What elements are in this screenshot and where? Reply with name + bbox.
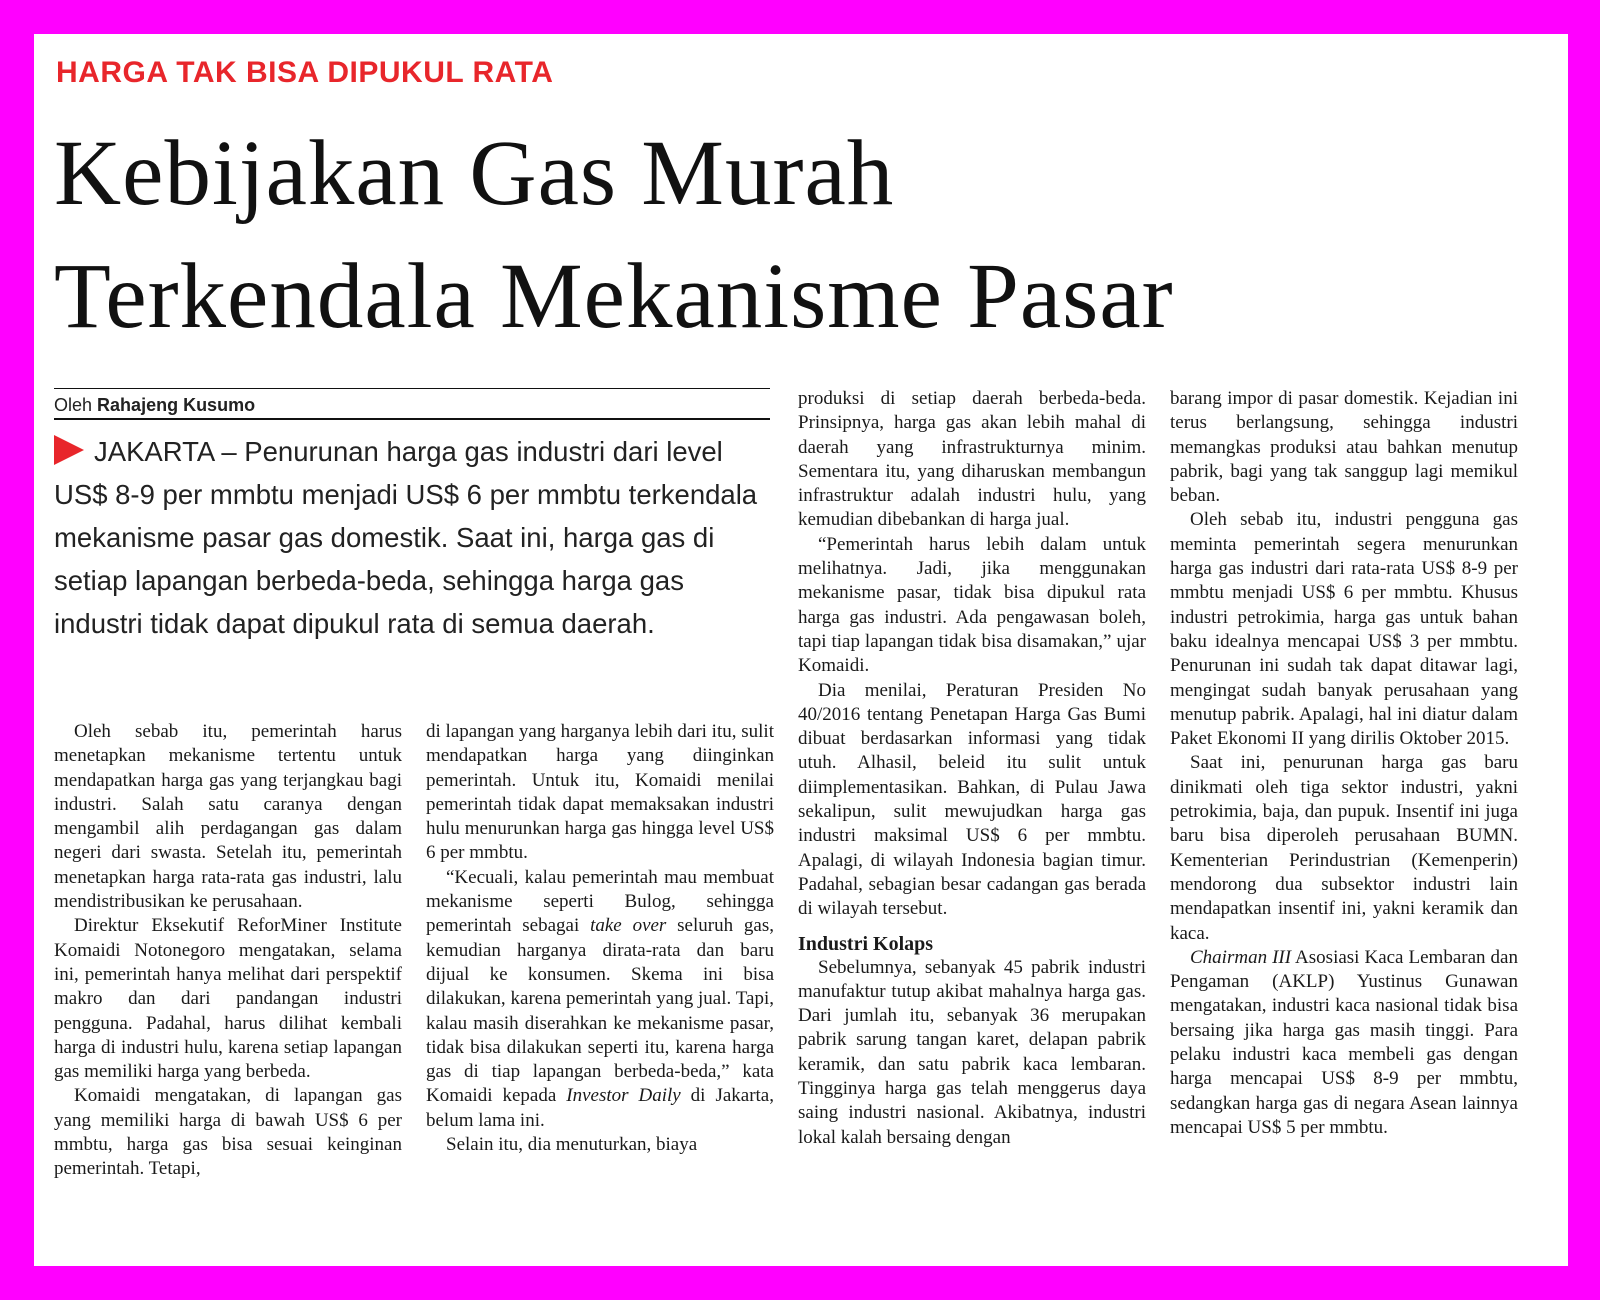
body-paragraph: Sebelumnya, sebanyak 45 pabrik industri manufaktur tutup akibat mahalnya harga gas. Dari jumlah itu, sebanyak 36 merupakan pabrik sarung tangan karet, delapan pabrik keramik, dan satu pabrik kaca lembaran. Tingginya harga gas telah menggerus daya saing industri nasional. Akibatnya, industri lokal kalah bersaing dengan [798,956,1146,1148]
lead-paragraph [54,430,770,645]
byline-bottom-rule [54,418,770,420]
article-column-3 [798,387,1146,1150]
publication-name: Investor Daily [566,1085,681,1107]
headline [54,112,1174,358]
subheading: Industri Kolaps [798,932,934,955]
body-paragraph: Saat ini, penurunan harga gas baru dinikmati oleh tiga sektor industri, yakni petrokimia, baja, dan pupuk. Insentif ini juga baru bisa diperoleh perusahaan BUMN. Kementerian Perindustrian (Kemenperin) mendorong dua subsektor industri lain mendapatkan insentif ini, yakni keramik dan kaca. [1170,752,1518,944]
body-paragraph: Komaidi mengatakan, di lapangan gas yang memiliki harga di bawah US$ 6 per mmbtu, harga gas bisa sesuai keinginan pemerintah. Tetapi, [54,1085,402,1180]
body-paragraph: di lapangan yang harganya lebih dari itu, sulit mendapatkan harga yang diinginkan pemerintah. Untuk itu, Komaidi menilai pemerintah tidak dapat memaksakan industri hulu menurunkan harga gas hingga level US$ 6 per mmbtu. [426,721,774,864]
byline-author: Rahajeng Kusumo [97,395,256,415]
body-text: “Kecuali, kalau pemerintah mau membuat mekanisme seperti Bulog, sehingga pemerintah sebagai [426,866,774,937]
body-text: seluruh gas, kemudian harganya dirata-rata dan baru dijual ke konsumen. Skema ini bisa dilakukan, karena pemerintah yang jual. Tapi, kalau masih diserahkan ke mekanisme pasar, tidak bisa dilakukan seperti itu, karena harga gas di tiap lapangan berbeda-beda,” kata Komaidi kepada [426,915,774,1107]
newspaper-clipping [34,34,1568,1266]
byline [54,395,255,416]
headline-line-2: Terkendala Mekanisme Pasar [54,245,1174,348]
body-paragraph: produksi di setiap daerah berbeda-beda. Prinsipnya, harga gas akan lebih mahal di daerah yang infrastrukturnya minim. Sementara itu, yang diharuskan membangun infrastruktur adalah industri hulu, yang kemudian dibebankan di harga jual. [798,388,1146,531]
italic-term: take over [590,915,667,937]
italic-title: Chairman III [1190,946,1292,968]
triangle-arrow-icon [54,435,84,465]
body-text: di Jakarta, belum lama ini. [426,1085,774,1131]
kicker: HARGA TAK BISA DIPUKUL RATA [56,56,554,89]
article-column-2 [426,720,774,1157]
body-paragraph: Oleh sebab itu, industri pengguna gas meminta pemerintah segera menurunkan harga gas industri dari rata-rata US$ 8-9 per mmbtu menjadi US$ 6 per mmbtu. Khusus industri petrokimia, harga gas untuk bahan baku idealnya mencapai US$ 3 per mmbtu. Penurunan ini sudah tak dapat ditawar lagi, mengingat sudah banyak perusahaan yang menutup pabrik. Apalagi, hal ini diatur dalam Paket Ekonomi II yang dirilis Oktober 2015. [1170,509,1518,750]
body-paragraph: Direktur Eksekutif ReforMiner Institute Komaidi Notonegoro mengatakan, selama ini, pemerintah hanya melihat dari perspektif makro dan dari pandangan industri pengguna. Padahal, harus dilihat kembali harga di industri hulu, karena setiap lapangan gas memiliki harga yang berbeda. [54,915,402,1083]
article-column-1 [54,720,402,1182]
body-paragraph: Selain itu, dia menuturkan, biaya [446,1134,698,1156]
body-paragraph [1170,946,1518,1140]
body-paragraph [426,866,774,1133]
body-paragraph: “Pemerintah harus lebih dalam untuk melihatnya. Jadi, jika menggunakan mekanisme pasar, tidak bisa dipukul rata harga gas industri. Ada pengawasan boleh, tapi tiap lapangan tidak bisa disamakan,” ujar Komaidi. [798,533,1146,677]
body-paragraph: Dia menilai, Peraturan Presiden No 40/2016 tentang Penetapan Harga Gas Bumi dibuat berdasarkan informasi yang tidak utuh. Alhasil, beleid itu sulit untuk diimplementasikan. Bahkan, di Pulau Jawa sekalipun, sulit mewujudkan harga gas industri maksimal US$ 6 per mmbtu. Apalagi, di wilayah Indonesia bagian timur. Padahal, sebagian besar cadangan gas berada di wilayah tersebut. [798,679,1146,920]
body-paragraph: Oleh sebab itu, pemerintah harus menetapkan mekanisme tertentu untuk mendapatkan harga gas yang terjangkau bagi industri. Salah satu caranya dengan mengambil alih perdagangan gas dalam negeri dari swasta. Setelah itu, pemerintah menetapkan harga rata-rata gas industri, lalu mendistribusikan ke perusahaan. [54,721,402,913]
body-text: Asosiasi Kaca Lembaran dan Pengaman (AKLP) Yustinus Gunawan mengatakan, industri kaca nasional tidak bisa bersaing jika harga gas masih tinggi. Para pelaku industri kaca membeli gas dengan harga mencapai US$ 8-9 per mmbtu, sedangkan harga gas di negara Asean lainnya mencapai US$ 5 per mmbtu. [1170,946,1518,1138]
lead-text: JAKARTA – Penurunan harga gas industri dari level US$ 8-9 per mmbtu menjadi US$ 6 per mmbtu terkendala mekanisme pasar gas domestik. Saat ini, harga gas di setiap lapangan berbeda-beda, sehingga harga gas industri tidak dapat dipukul rata di semua daerah. [54,436,758,639]
byline-prefix: Oleh [54,395,93,415]
headline-line-1: Kebijakan Gas Murah [54,122,895,225]
body-paragraph: barang impor di pasar domestik. Kejadian ini terus berlangsung, sehingga industri memangkas produksi atau bahkan menutup pabrik, bagi yang tak sanggup lagi memikul beban. [1170,388,1518,507]
article-column-4 [1170,387,1518,1140]
byline-top-rule [54,388,770,389]
